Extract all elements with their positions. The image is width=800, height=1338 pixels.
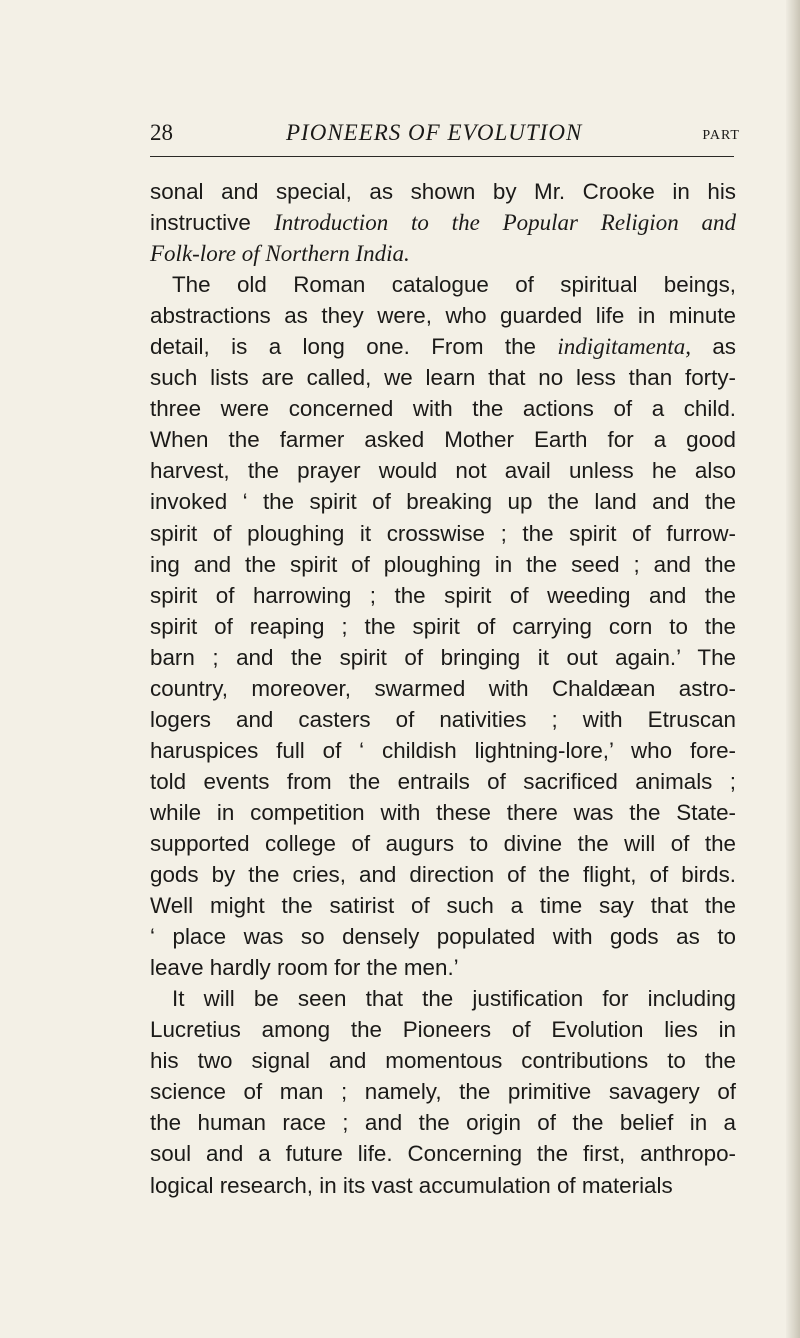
line-text: harvest, the prayer would not avail unless he also: [150, 458, 736, 484]
line-text: as: [690, 334, 736, 360]
line-text: told events from the entrails of sacrificed animals ;: [150, 768, 736, 794]
text-line: [150, 921, 736, 952]
line-text: logical research, in its vast accumulation of materials: [150, 1172, 673, 1198]
text-line: [150, 828, 736, 859]
running-title: PIONEERS OF EVOLUTION: [286, 120, 583, 145]
line-text: The old Roman catalogue of spiritual beings,: [172, 272, 736, 298]
line-text: abstractions as they were, who guarded life in minute: [150, 303, 736, 329]
text-line: [150, 300, 736, 331]
line-text: spirit of harrowing ; the spirit of weeding and the: [150, 582, 736, 608]
text-line: [150, 735, 736, 766]
line-text: spirit of ploughing it crosswise ; the spirit of furrow-: [150, 520, 736, 546]
line-text: spirit of reaping ; the spirit of carrying corn to the: [150, 613, 736, 639]
body-text: [150, 176, 736, 1201]
text-line: [150, 1107, 736, 1138]
text-line: [150, 393, 736, 424]
line-text: haruspices full of ‘ childish lightning-lore,’ who fore-: [150, 737, 736, 763]
text-line: [150, 766, 736, 797]
running-part-label: PART: [702, 128, 740, 143]
text-line: [150, 952, 736, 983]
text-line: [150, 1045, 736, 1076]
text-line: [150, 890, 736, 921]
line-text: ‘ place was so densely populated with gods as to: [150, 924, 736, 950]
text-line: [150, 983, 736, 1014]
text-line: [150, 704, 736, 735]
text-line: [150, 1076, 736, 1107]
text-line: [150, 455, 736, 486]
line-text: gods by the cries, and direction of the flight, of birds.: [150, 862, 736, 888]
line-text: barn ; and the spirit of bringing it out again.’ The: [150, 644, 736, 670]
line-text: Well might the satirist of such a time say that the: [150, 893, 736, 919]
line-text: soul and a future life. Concerning the first, anthropo-: [150, 1141, 736, 1167]
line-text: the human race ; and the origin of the belief in a: [150, 1110, 736, 1136]
running-header: [150, 120, 740, 150]
line-text: When the farmer asked Mother Earth for a good: [150, 427, 736, 453]
page-edge-shadow: [786, 0, 800, 1338]
text-line: [150, 424, 736, 455]
line-text: his two signal and momentous contributions to the: [150, 1048, 736, 1074]
line-text: supported college of augurs to divine the will of the: [150, 830, 736, 856]
line-text: ing and the spirit of ploughing in the seed ; and the: [150, 551, 736, 577]
line-text: sonal and special, as shown by Mr. Crooke in his: [150, 179, 736, 204]
text-line: [150, 1014, 736, 1045]
text-line: [150, 207, 736, 238]
text-line: [150, 518, 736, 549]
line-text: logers and casters of nativities ; with Etruscan: [150, 706, 736, 732]
text-line: [150, 238, 736, 269]
text-line: [150, 673, 736, 704]
text-line: [150, 642, 736, 673]
line-text: instructive: [150, 210, 275, 236]
text-line: [150, 176, 736, 207]
text-line: [150, 859, 736, 890]
line-text: It will be seen that the justification for including: [172, 986, 736, 1012]
line-text: while in competition with these there was the State-: [150, 799, 736, 825]
italic-title: Folk-lore of Northern India.: [150, 241, 410, 267]
line-text: Lucretius among the Pioneers of Evolution lies in: [150, 1017, 736, 1043]
line-text: country, moreover, swarmed with Chaldæan astro-: [150, 675, 736, 701]
italic-title: indigitamenta,: [557, 334, 691, 360]
italic-title: Introduction to the Popular Religion and: [274, 210, 736, 236]
line-text: science of man ; namely, the primitive savagery of: [150, 1079, 736, 1105]
text-line: [150, 611, 736, 642]
line-text: three were concerned with the actions of a child.: [150, 396, 736, 422]
line-text: such lists are called, we learn that no less than forty-: [150, 365, 736, 391]
text-line: [150, 269, 736, 300]
line-text: detail, is a long one. From the: [150, 334, 558, 360]
header-rule: [150, 156, 734, 157]
text-line: [150, 797, 736, 828]
line-text: invoked ‘ the spirit of breaking up the land and the: [150, 489, 736, 515]
text-line: [150, 486, 736, 517]
page-number: 28: [150, 120, 173, 145]
line-text: leave hardly room for the men.’: [150, 955, 459, 981]
text-line: [150, 362, 736, 393]
text-line: [150, 549, 736, 580]
text-line: [150, 1170, 736, 1201]
text-line: [150, 1138, 736, 1169]
text-line: [150, 331, 736, 362]
text-line: [150, 580, 736, 611]
